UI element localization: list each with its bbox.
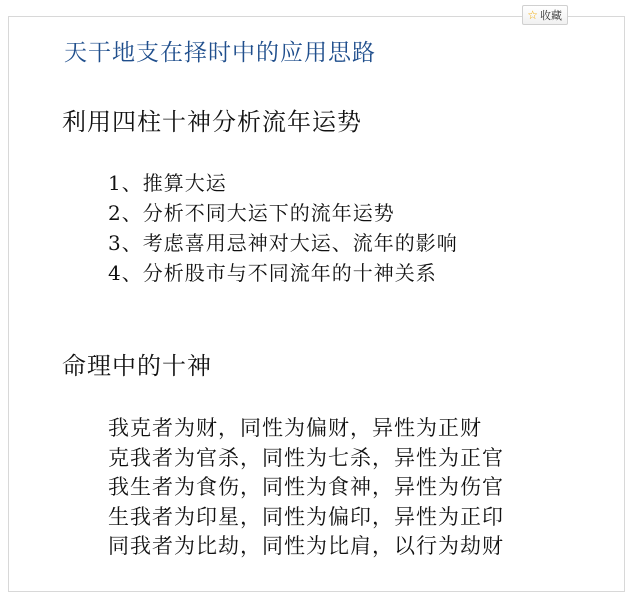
shishen-definitions xyxy=(108,414,504,562)
section-heading-liunian: 利用四柱十神分析流年运势 xyxy=(62,108,362,136)
list-item: 4、分析股市与不同流年的十神关系 xyxy=(108,261,437,285)
definition-line: 生我者为印星，同性为偏印，异性为正印 xyxy=(108,504,504,529)
list-item: 3、考虑喜用忌神对大运、流年的影响 xyxy=(108,231,458,255)
definition-line: 克我者为官杀，同性为七杀，异性为正官 xyxy=(108,445,504,470)
definition-line: 我克者为财，同性为偏财，异性为正财 xyxy=(108,416,482,440)
section-heading-shishen: 命理中的十神 xyxy=(62,352,212,380)
analysis-steps-list xyxy=(108,168,458,288)
definition-line: 我生者为食伤，同性为食神，异性为伤官 xyxy=(108,475,504,499)
slide-title: 天干地支在择时中的应用思路 xyxy=(64,40,376,66)
list-item: 1、推算大运 xyxy=(108,171,227,195)
list-item: 2、分析不同大运下的流年运势 xyxy=(108,201,395,225)
favorite-button[interactable] xyxy=(522,5,568,25)
favorite-label: 收藏 xyxy=(540,9,562,22)
definition-line: 同我者为比劫，同性为比肩，以行为劫财 xyxy=(108,534,504,558)
star-icon: ☆ xyxy=(527,8,538,22)
